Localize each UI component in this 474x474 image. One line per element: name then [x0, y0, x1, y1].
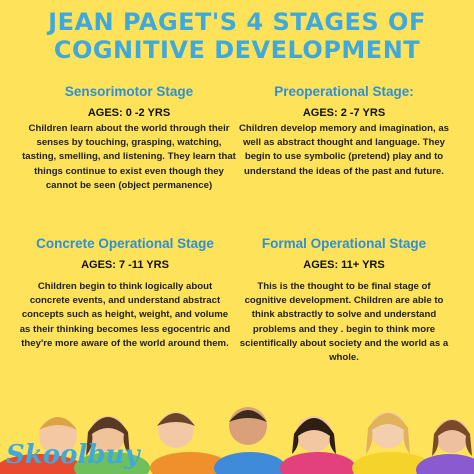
title-line-1: JEAN PAGET'S 4 STAGES OF — [48, 8, 426, 36]
stage-heading: Preoperational Stage: — [274, 84, 414, 99]
stage-ages: AGES: 11+ YRS — [303, 259, 385, 271]
stage-description: Children begin to think logically about concrete events, and understand abstract concepts such as height, weight, and volume as their thinking becomes less egocentric and they're more aware of the world around them. — [19, 281, 231, 349]
stage-ages: AGES: 0 -2 YRS — [87, 107, 171, 119]
stage-description: This is the thought to be final stage of cognitive development. Children are able to think abstractly to solve and understand problems and they . begin to think more scientifically about society and the world as a whole. — [239, 281, 449, 364]
stage-heading: Concrete Operational Stage — [36, 236, 214, 251]
stage-sensorimotor — [22, 84, 236, 193]
stage-concrete-operational — [18, 236, 232, 351]
stage-heading: Formal Operational Stage — [261, 236, 427, 251]
stage-ages: AGES: 2 -7 YRS — [302, 107, 386, 119]
brand-logo: Skoolbuy — [6, 440, 140, 470]
stage-description: Children learn about the world through their senses by touching, grasping, watching, tasting, smelling, and listening. They learn that things continue to exist even though they cannot be seen (object permanence) — [22, 123, 236, 191]
stage-preoperational — [237, 84, 451, 179]
stage-formal-operational — [237, 236, 451, 365]
title-line-2: COGNITIVE DEVELOPMENT — [53, 36, 421, 64]
page-title — [0, 8, 474, 64]
stage-description: Children develop memory and imagination, as well as abstract thought and language. They begin to use symbolic (pretend) play and to understand the ideas of the past and future. — [238, 123, 450, 177]
stage-heading: Sensorimotor Stage — [64, 84, 194, 99]
stage-ages: AGES: 7 -11 YRS — [81, 259, 169, 271]
